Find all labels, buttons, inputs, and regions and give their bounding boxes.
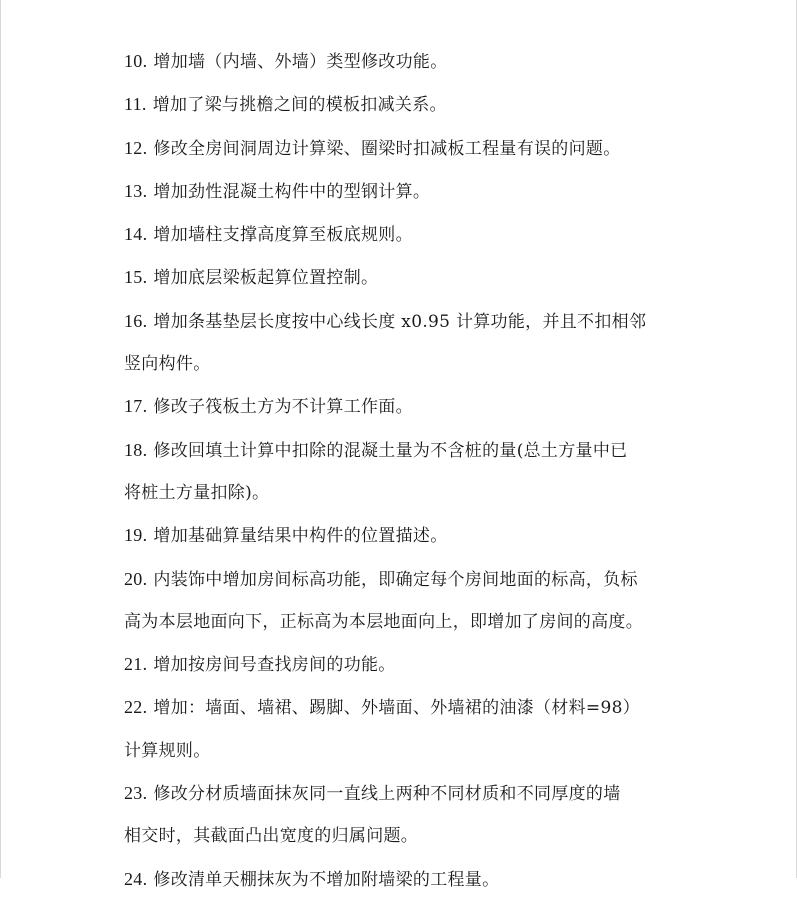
item-number: 10. (124, 51, 148, 71)
item-text: 修改清单天棚抹灰为不增加附墙梁的工程量。 (153, 869, 500, 890)
item-text-continuation: 高为本层地面向下，正标高为本层地面向上，即增加了房间的高度。 (124, 611, 643, 632)
item-text: 增加了梁与挑檐之间的模板扣减关系。 (152, 95, 447, 116)
list-item (124, 256, 694, 299)
item-number: 19. (124, 525, 148, 546)
item-text: 内装饰中增加房间标高功能，即确定每个房间地面的标高，负标 (153, 569, 638, 590)
list-item (124, 686, 694, 772)
item-number: 20. (124, 568, 148, 589)
item-number: 21. (124, 654, 148, 675)
item-text-continuation: 将桩土方量扣除)。 (124, 482, 270, 503)
item-number: 12. (124, 137, 148, 158)
item-text: 修改全房间洞周边计算梁、圈梁时扣减板工程量有误的问题。 (153, 138, 621, 159)
item-text: 增加基础算量结果中构件的位置描述。 (153, 526, 448, 547)
item-text-continuation: 相交时，其截面凸出宽度的归属问题。 (124, 826, 419, 847)
item-text: 增加墙（内墙、外墙）类型修改功能。 (153, 52, 448, 72)
list-item (124, 429, 694, 515)
item-text: 修改回填土计算中扣除的混凝土量为不含桩的量(总土方量中已 (153, 440, 628, 461)
item-number: 15. (124, 267, 148, 288)
list-item (124, 127, 694, 170)
item-number: 17. (124, 396, 148, 417)
list-item (124, 858, 694, 901)
item-number: 23. (124, 783, 148, 804)
item-number: 14. (124, 224, 148, 245)
item-text: 增加按房间号查找房间的功能。 (153, 655, 396, 676)
item-number: 11. (124, 94, 147, 115)
item-text: 修改子筏板土方为不计算工作面。 (153, 397, 413, 418)
item-text: 增加墙柱支撑高度算至板底规则。 (153, 225, 413, 246)
list-item (124, 514, 694, 557)
list-item (124, 83, 694, 126)
list-item (124, 558, 694, 644)
item-text: 增加条基垫层长度按中心线长度 x0.95 计算功能，并且不扣相邻 (153, 311, 647, 332)
list-item (124, 643, 694, 686)
item-text: 增加劲性混凝土构件中的型钢计算。 (153, 181, 431, 202)
item-text-continuation: 计算规则。 (124, 740, 211, 761)
item-text: 修改分材质墙面抹灰同一直线上两种不同材质和不同厚度的墙 (153, 784, 621, 805)
list-item (124, 772, 694, 858)
list-item (124, 385, 694, 428)
item-number: 18. (124, 439, 148, 460)
item-number: 16. (124, 310, 148, 331)
item-number: 13. (124, 180, 148, 201)
list-item (124, 40, 694, 83)
item-number: 22. (124, 697, 148, 718)
item-number: 24. (124, 868, 148, 889)
list-item (124, 213, 694, 256)
list-item (124, 300, 694, 386)
document-body (124, 40, 694, 901)
item-text-continuation: 竖向构件。 (124, 354, 211, 375)
list-item (124, 170, 694, 213)
item-text: 增加：墙面、墙裙、踢脚、外墙面、外墙裙的油漆（材料=98） (153, 698, 640, 719)
item-text: 增加底层梁板起算位置控制。 (153, 268, 379, 289)
